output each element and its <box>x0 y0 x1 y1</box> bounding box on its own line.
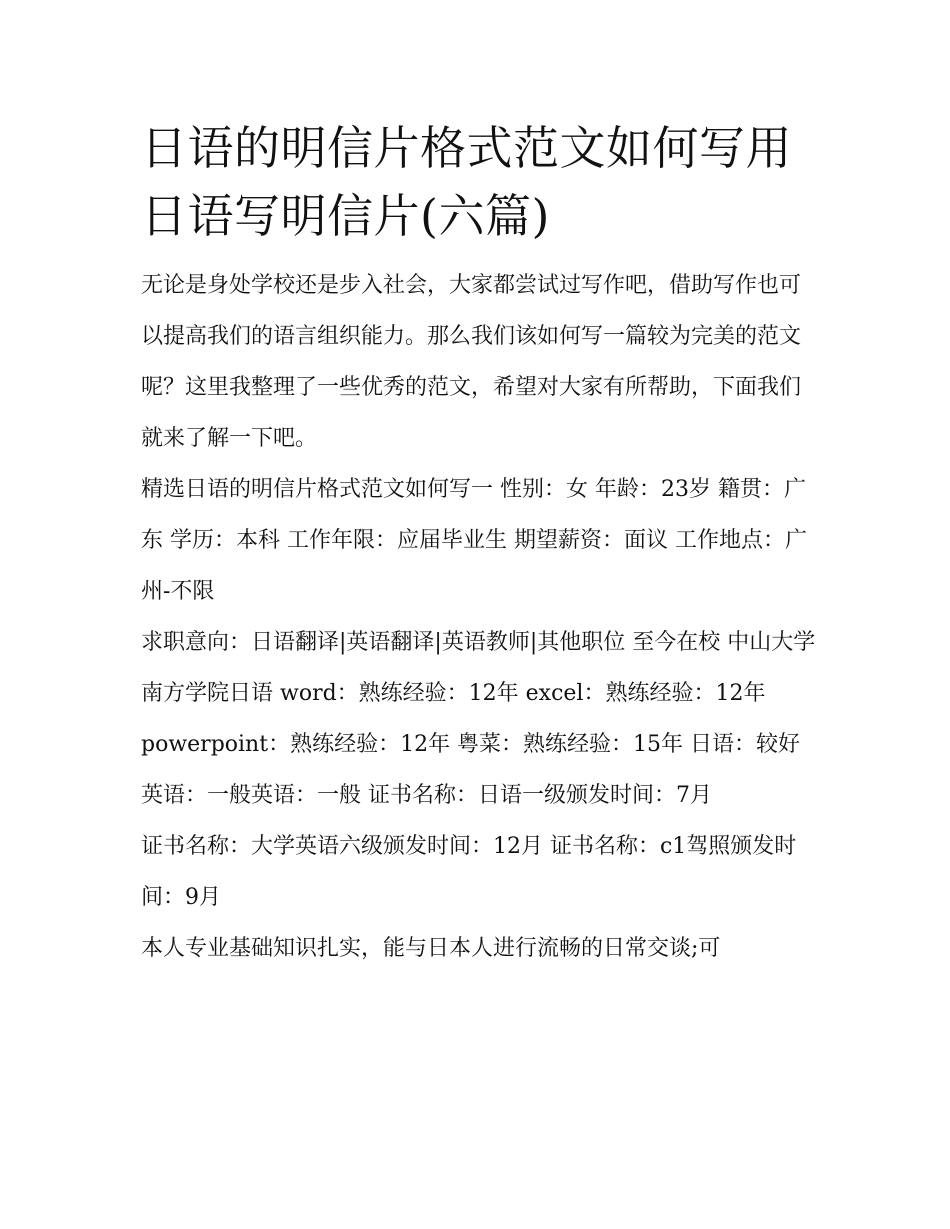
paragraph-personal-info: 精选日语的明信片格式范文如何写一 性别：女 年龄：23岁 籍贯：广东 学历：本科 工作年限：应届毕业生 期望薪资：面议 工作地点：广州-不限 <box>141 477 807 604</box>
paragraph-job-intention: 求职意向：日语翻译|英语翻译|英语教师|其他职位 至今在校 中山大学南方学院日语 word：熟练经验：12年 excel：熟练经验：12年 <box>141 630 816 706</box>
document-title: 日语的明信片格式范文如何写用日语写明信片(六篇) <box>141 121 792 243</box>
document-body <box>141 114 821 974</box>
paragraph-self-evaluation: 本人专业基础知识扎实，能与日本人进行流畅的日常交谈;可 <box>141 936 721 961</box>
paragraph-skills: powerpoint：熟练经验：12年 粤菜：熟练经验：15年 日语：较好英语：一般英语：一般 证书名称：日语一级颁发时间：7月 <box>141 732 801 808</box>
paragraph-certificates: 证书名称：大学英语六级颁发时间：12月 证书名称：c1驾照颁发时间：9月 <box>141 834 797 910</box>
paragraph-intro: 无论是身处学校还是步入社会，大家都尝试过写作吧，借助写作也可以提高我们的语言组织能力。那么我们该如何写一篇较为完美的范文呢？这里我整理了一些优秀的范文，希望对大家有所帮助，下面我们就来了解一下吧。 <box>141 273 802 451</box>
